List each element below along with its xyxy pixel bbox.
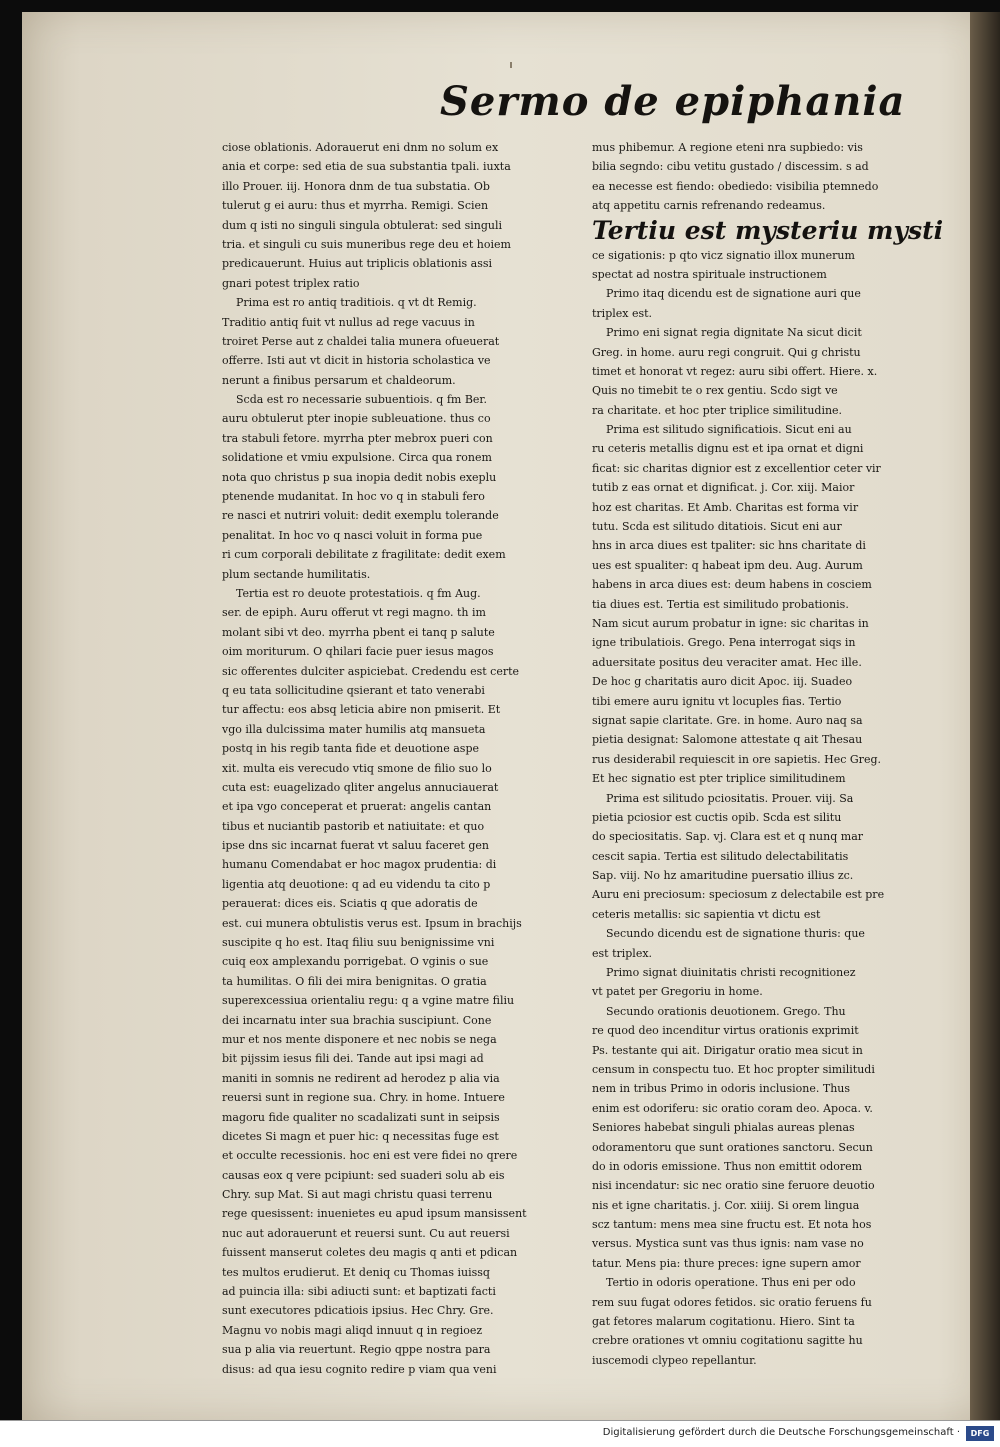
text-line: Primo eni signat regia dignitate Na sicut dicit [606, 326, 862, 340]
digitization-footer [0, 1420, 1000, 1447]
footer-credit: Digitalisierung gefördert durch die Deutsche Forschungsgemeinschaft · [602, 1427, 960, 1438]
text-line: cescit sapia. Tertia est silitudo delectabilitatis [592, 849, 849, 863]
text-line: illo Prouer. iij. Honora dnm de tua substatia. Ob [222, 179, 490, 193]
text-line: offerre. Isti aut vt dicit in historia scholastica ve [222, 354, 491, 368]
text-line: Tertio in odoris operatione. Thus eni per odo [606, 1276, 856, 1290]
text-line: Ps. testante qui ait. Dirigatur oratio mea sicut in [592, 1043, 863, 1057]
text-line: Quis no timebit te o rex gentiu. Scdo sigt ve [592, 384, 838, 398]
text-line: Tertia est ro deuote protestatiois. q fm Aug. [236, 586, 481, 600]
text-line: Secundo dicendu est de signatione thuris: que [606, 927, 865, 941]
text-line: suscipite q ho est. Itaq filiu suu benignissime vni [222, 936, 495, 950]
text-line: ues est spualiter: q habeat ipm deu. Aug. Aurum [592, 558, 863, 572]
text-line: bit pijssim iesus fili dei. Tande aut ipsi magi ad [222, 1052, 484, 1066]
text-line: nis et igne charitatis. j. Cor. xiiij. Si orem lingua [592, 1198, 860, 1212]
text-line: ptenende mudanitat. In hoc vo q in stabuli fero [222, 490, 485, 504]
text-line: dicetes Si magn et puer hic: q necessitas fuge est [222, 1129, 499, 1143]
text-line: tutu. Scda est silitudo ditatiois. Sicut eni aur [592, 520, 842, 534]
text-line: xit. multa eis verecudo vtiq smone de filio suo lo [222, 761, 492, 775]
text-line: ru ceteris metallis dignu est et ipa ornat et digni [592, 442, 864, 456]
text-line: sua p alia via reuertunt. Regio qppe nostra para [222, 1343, 491, 1357]
text-line: ania et corpe: sed etia de sua substantia tpali. iuxta [222, 160, 511, 174]
text-line: est. cui munera obtulistis verus est. Ipsum in brachijs [222, 916, 522, 930]
page-mark [510, 62, 512, 68]
text-line: pietia pciosior est cuctis opib. Scda est silitu [592, 810, 842, 824]
text-line: nem in tribus Primo in odoris inclusione. Thus [592, 1082, 851, 1096]
text-line: ipse dns sic incarnat fuerat vt saluu faceret gen [222, 839, 489, 853]
text-line: Seniores habebat singuli phialas aureas plenas [592, 1121, 855, 1135]
left-text-column [222, 138, 567, 1376]
text-line: gat fetores malarum cogitationu. Hiero. Sint ta [592, 1315, 855, 1329]
running-head: Sermo de epiphania [440, 78, 906, 125]
text-line: causas eox q vere pcipiunt: sed suaderi solu ab eis [222, 1168, 505, 1182]
text-line: dei incarnatu inter sua brachia suscipiunt. Cone [222, 1013, 492, 1027]
text-line: habens in arca diues est: deum habens in cosciem [592, 578, 872, 592]
text-line: magoru fide qualiter no scadalizati sunt in seipsis [222, 1110, 500, 1124]
text-line: q eu tata sollicitudine qsierant et tato venerabi [222, 683, 485, 697]
text-line: versus. Mystica sunt vas thus ignis: nam vase no [592, 1237, 864, 1251]
text-line: vt patet per Gregoriu in home. [592, 985, 763, 999]
text-line: dum q isti no singuli singula obtulerat: sed singuli [222, 218, 502, 232]
text-line: rem suu fugat odores fetidos. sic oratio feruens fu [592, 1295, 872, 1309]
text-line: ligentia atq deuotione: q ad eu videndu ta cito p [222, 877, 491, 891]
text-line: ceteris metallis: sic sapientia vt dictu est [592, 907, 821, 921]
text-line: Chry. sup Mat. Si aut magi christu quasi terrenu [222, 1188, 493, 1202]
text-line: tia diues est. Tertia est similitudo probationis. [592, 597, 849, 611]
text-line: timet et honorat vt regez: auru sibi offert. Hiere. x. [592, 364, 878, 378]
text-line: ficat: sic charitas dignior est z excellentior ceter vir [592, 461, 881, 475]
text-line: ri cum corporali debilitate z fragilitate: dedit exem [222, 548, 506, 562]
text-line: hns in arca diues est tpaliter: sic hns charitate di [592, 539, 866, 553]
text-line: do in odoris emissione. Thus non emittit odorem [592, 1159, 863, 1173]
text-line: tra stabuli fetore. myrrha pter mebrox pueri con [222, 431, 493, 445]
text-line: Prima est silitudo significatiois. Sicut eni au [606, 423, 852, 437]
text-line: nerunt a finibus persarum et chaldeorum. [222, 373, 456, 387]
text-line: postq in his regib tanta fide et deuotione aspe [222, 742, 479, 756]
text-line: ra charitate. et hoc pter triplice similitudine. [592, 403, 843, 417]
text-line: est triplex. [592, 946, 653, 960]
text-line: Nam sicut aurum probatur in igne: sic charitas in [592, 616, 869, 630]
text-line: maniti in somnis ne redirent ad herodez p alia via [222, 1071, 500, 1085]
text-line: troiret Perse aut z chaldei talia munera ofueuerat [222, 334, 500, 348]
text-line: cuta est: euagelizado qliter angelus annuciauerat [222, 780, 499, 794]
text-line: reuersi sunt in regione sua. Chry. in home. Intuere [222, 1091, 505, 1105]
text-line: penalitat. In hoc vo q nasci voluit in forma pue [222, 528, 483, 542]
text-line: ciose oblationis. Adorauerut eni dnm no solum ex [222, 141, 499, 154]
text-line: sunt executores pdicatiois ipsius. Hec Chry. Gre. [222, 1304, 494, 1318]
text-line: mur et nos mente disponere et nec nobis se nega [222, 1032, 497, 1046]
dfg-logo: DFG [966, 1426, 994, 1441]
text-line: nuc aut adorauerunt et reuersi sunt. Cu aut reuersi [222, 1226, 510, 1240]
text-line: ser. de epiph. Auru offerut vt regi magno. th im [222, 606, 486, 620]
text-line: predicauerunt. Huius aut triplicis oblationis assi [222, 257, 493, 271]
text-line: Prima est ro antiq traditiois. q vt dt Remig. [236, 296, 477, 310]
text-line: Magnu vo nobis magi aliqd innuut q in regioez [222, 1323, 483, 1337]
right-text-column [592, 138, 944, 1367]
text-line: Greg. in home. auru regi congruit. Qui g christu [592, 345, 861, 359]
text-line: cuiq eox amplexandu porrigebat. O vginis o sue [222, 955, 489, 969]
text-line: igne tribulatiois. Grego. Pena interrogat siqs in [592, 636, 856, 650]
text-line: gnari potest triplex ratio [222, 276, 360, 290]
text-line: Traditio antiq fuit vt nullus ad rege vacuus in [222, 315, 475, 329]
text-line: Prima est silitudo pciositatis. Prouer. viij. Sa [606, 791, 854, 805]
text-line: enim est odoriferu: sic oratio coram deo. Apoca. v. [592, 1101, 873, 1115]
text-line: re quod deo incenditur virtus orationis exprimit [592, 1024, 859, 1038]
text-line: nota quo christus p sua inopia dedit nobis exeplu [222, 470, 497, 484]
text-line: tur affectu: eos absq leticia abire non pmiserit. Et [222, 703, 501, 717]
text-line: tes multos erudierut. Et deniq cu Thomas iuissq [222, 1265, 490, 1279]
text-line: et ipa vgo conceperat et pruerat: angelis cantan [222, 800, 492, 814]
text-line: tulerut g ei auru: thus et myrrha. Remigi. Scien [222, 199, 489, 213]
text-line: Sap. viij. No hz amaritudine puersatio illius zc. [592, 869, 854, 883]
text-line: humanu Comendabat er hoc magox prudentia: di [222, 858, 497, 872]
text-line: fuissent manserut coletes deu magis q anti et pdican [222, 1246, 518, 1260]
text-line: et occulte recessionis. hoc eni est vere fidei no qrere [222, 1149, 518, 1163]
text-line: solidatione et vmiu expulsione. Circa qua ronem [222, 451, 492, 465]
text-line: re nasci et nutriri voluit: dedit exemplu tolerande [222, 509, 499, 523]
text-line: perauerat: dices eis. Sciatis q que adoratis de [222, 897, 478, 911]
text-line: crebre orationes vt omniu cogitationu sagitte hu [592, 1334, 863, 1348]
text-line: tria. et singuli cu suis muneribus rege deu et hoiem [222, 237, 511, 251]
text-line: censum in conspectu tuo. Et hoc propter similitudi [592, 1062, 875, 1076]
text-line: mus phibemur. A regione eteni nra supbiedo: vis [592, 141, 863, 154]
text-line: aduersitate positus deu veraciter amat. Hec ille. [592, 655, 862, 669]
text-line: atq appetitu carnis refrenando redeamus. [592, 199, 826, 213]
text-line: scz tantum: mens mea sine fructu est. Et nota hos [592, 1218, 872, 1232]
text-line: signat sapie claritate. Gre. in home. Auro naq sa [592, 713, 863, 727]
text-line: tutib z eas ornat et dignificat. j. Cor. xiij. Maior [592, 481, 855, 495]
text-line: hoz est charitas. Et Amb. Charitas est forma vir [592, 500, 859, 514]
text-line: ad puincia illa: sibi adiucti sunt: et baptizati facti [222, 1285, 496, 1299]
text-line: triplex est. [592, 306, 653, 320]
text-line: ce sigationis: p qto vicz signatio illox munerum [592, 248, 855, 262]
text-line: pietia designat: Salomone attestate q ait Thesau [592, 733, 863, 747]
text-line: odoramentoru que sunt orationes sanctoru. Secun [592, 1140, 873, 1154]
text-line: ta humilitas. O fili dei mira benignitas. O gratia [222, 974, 487, 988]
text-line: Primo itaq dicendu est de signatione auri que [606, 287, 861, 301]
text-line: nisi incendatur: sic nec oratio sine feruore deuotio [592, 1179, 875, 1193]
text-line: tatur. Mens pia: thure preces: igne supern amor [592, 1256, 861, 1270]
text-line: oim moriturum. O qhilari facie puer iesus magos [222, 645, 494, 659]
text-line: do speciositatis. Sap. vj. Clara est et q nunq mar [592, 830, 864, 844]
section-heading: Tertiu est mysteriu mysti [592, 215, 944, 245]
text-line: rus desiderabil requiescit in ore sapietis. Hec Greg. [592, 752, 881, 766]
page-gutter [970, 12, 1000, 1420]
text-line: spectat ad nostra spirituale instructionem [592, 267, 827, 281]
text-line: disus: ad qua iesu cognito redire p viam qua veni [222, 1362, 497, 1376]
text-line: Et hec signatio est pter triplice similitudinem [592, 772, 846, 786]
text-line: sic offerentes dulciter aspiciebat. Credendu est certe [222, 664, 520, 678]
text-line: Primo signat diuinitatis christi recognitionez [606, 966, 856, 980]
text-line: De hoc g charitatis auro dicit Apoc. iij. Suadeo [592, 675, 853, 689]
text-line: iuscemodi clypeo repellantur. [592, 1353, 757, 1367]
text-line: superexcessiua orientaliu regu: q a vgine matre filiu [222, 994, 515, 1008]
text-line: tibi emere auru ignitu vt locuples fias. Tertio [592, 694, 842, 708]
text-line: ea necesse est fiendo: obediedo: visibilia ptemnedo [592, 179, 879, 193]
text-line: molant sibi vt deo. myrrha pbent ei tanq p salute [222, 625, 495, 639]
text-line: rege quesissent: inuenietes eu apud ipsum mansissent [222, 1207, 527, 1221]
text-line: tibus et nuciantib pastorib et natiuitate: et quo [222, 819, 485, 833]
text-line: Scda est ro necessarie subuentiois. q fm Ber. [236, 393, 487, 407]
text-line: bilia segndo: cibu vetitu gustado / discessim. s ad [592, 160, 869, 174]
text-line: Secundo orationis deuotionem. Grego. Thu [606, 1004, 846, 1018]
text-line: vgo illa dulcissima mater humilis atq mansueta [222, 722, 486, 736]
text-line: Auru eni preciosum: speciosum z delectabile est pre [592, 888, 885, 902]
text-line: auru obtulerut pter inopie subleuatione. thus co [222, 412, 491, 426]
text-line: plum sectande humilitatis. [222, 567, 371, 581]
